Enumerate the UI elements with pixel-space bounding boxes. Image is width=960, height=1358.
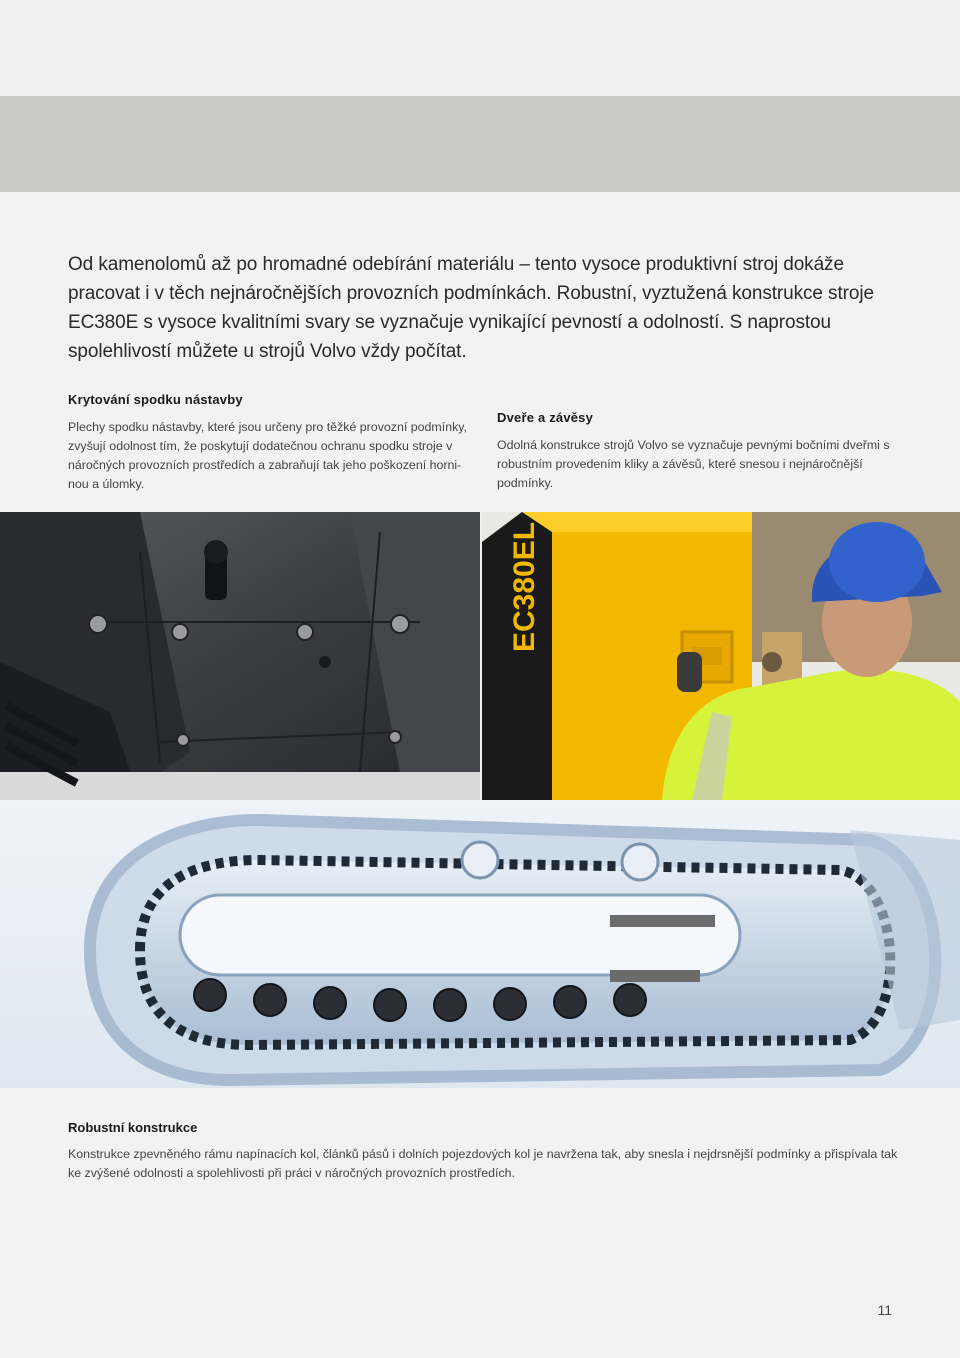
door-hinges-photo [482,512,960,800]
undercarriage-guard-section [68,390,468,494]
intro-paragraph: Od kamenolomů až po hromadné odebírání materiálu – tento vysoce produktivní stroj dokáže pracovat i v těch nejnáročnějších provozních podmínkách. Robustní, vyztužená konstrukce stroje EC380E s vysoce kvalitními svary se vyznačuje vynikající pevností a odolností. S naprostou spolehlivostí můžete u strojů Volvo vždy počítat. [68,254,874,362]
robust-construction-text: Konstrukce zpevněného rámu napínacích kol, článků pásů i dolních pojezdových kol je navržena tak, aby snesla i nejdrsnější podmínky a přispívala tak ke zvýšené odolnosti a spolehlivosti při práci v náročných provozních prostředích. [68,1147,898,1180]
doors-hinges-text: Odolná konstrukce strojů Volvo se vyznačuje pevnými bočními dveřmi s robustním provedením kliky a závěsů, které snesou i nejnáročnější podmínky. [497,438,890,490]
doors-hinges-section [497,408,897,493]
top-margin [0,0,960,96]
header-band [0,96,960,192]
page-number: 11 [877,1302,892,1318]
robust-construction-heading: Robustní konstrukce [68,1120,198,1135]
undercarriage-guard-photo [0,512,480,800]
undercarriage-guard-text: Plechy spodku nástavby, které jsou určeny pro těžké provozní podmínky, zvyšují odolnost tím, že poskytují dodatečnou ochranu spodku stroje v náročných provozních prostředích a zabraňují tak jeho poškození horninou a úlomky. [68,420,467,491]
crawler-track-render [0,800,960,1088]
robust-construction-section [68,1118,898,1183]
machine-model-label: EC380EL [508,521,541,652]
undercarriage-guard-heading: Krytování spodku nástavby [68,392,243,407]
doors-hinges-heading: Dveře a závěsy [497,410,594,425]
